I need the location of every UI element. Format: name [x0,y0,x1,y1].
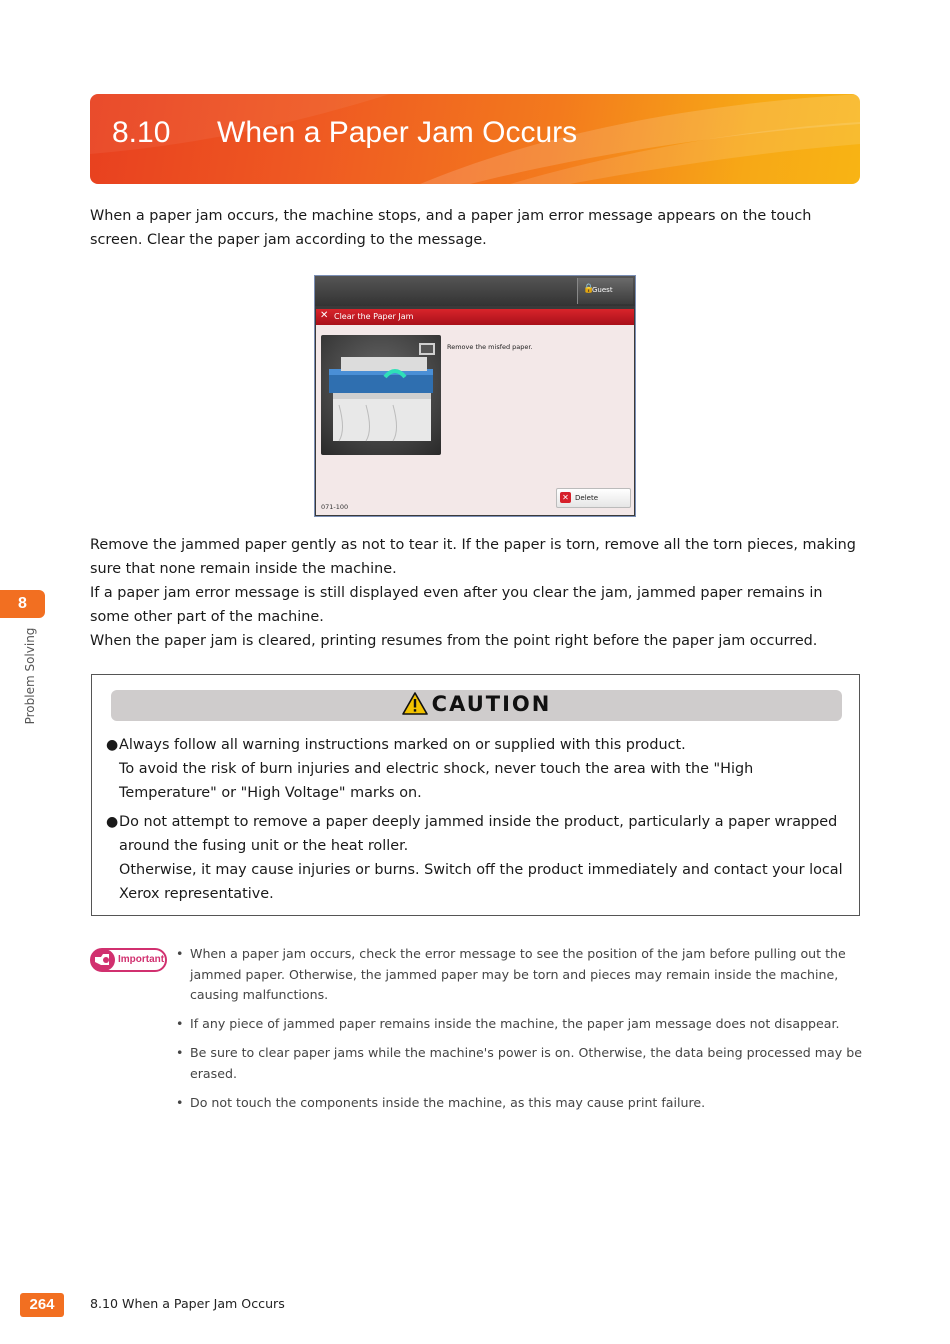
bullet-icon: ● [106,814,119,830]
footer-title: 8.10 When a Paper Jam Occurs [90,1296,285,1311]
chapter-tab: 8 [0,590,45,618]
important-item [175,1093,865,1114]
caution-header [111,690,842,721]
caution-item [106,733,846,805]
bullet-icon: ● [106,737,119,753]
error-code: 071-100 [321,503,349,511]
caution-box [91,674,860,916]
caution-text: Always follow all warning instructions marked on or supplied with this product. [119,737,686,753]
page-number: 264 [20,1293,64,1317]
bullet-icon: • [176,1045,184,1060]
caution-text: To avoid the risk of burn injuries and electric shock, never touch the area with the "High Temperature" or "High Voltage" marks on. [119,761,754,801]
close-icon: ✕ [320,310,329,321]
intro-text: When a paper jam occurs, the machine stops, and a paper jam error message appears on the touch screen. Clear the paper jam according to the message. [90,208,812,248]
caution-text: Otherwise, it may cause injuries or burns. Switch off the product immediately and contact your local Xerox representative. [119,862,843,902]
screen-message: Remove the misfed paper. [447,343,533,351]
important-item [175,1043,865,1084]
important-list [175,944,865,1122]
important-text: Do not touch the components inside the machine, as this may cause print failure. [190,1094,706,1110]
guest-label: Guest [592,286,613,294]
section-number: 8.10 [112,116,171,149]
important-text: If any piece of jammed paper remains inside the machine, the paper jam message does not disappear. [190,1016,840,1031]
dialog-title-bar [316,309,634,325]
dialog-title: Clear the Paper Jam [334,312,414,321]
important-text: When a paper jam occurs, check the error message to see the position of the jam before pulling out the jammed paper. Otherwise, the jammed paper may be torn and pieces may remain inside the machine, causing malfunctions. [190,946,846,1002]
hand-icon [91,949,115,971]
intro-paragraph [90,204,860,252]
body-paragraph: If a paper jam error message is still displayed even after you clear the jam, jammed paper remains in some other part of the machine. [90,585,823,625]
delete-icon: ✕ [560,492,571,503]
chapter-name: Problem Solving [23,627,37,725]
bullet-icon: • [176,946,184,961]
body-paragraph: When the paper jam is cleared, printing resumes from the point right before the paper jam occurred. [90,633,818,649]
body-paragraphs [90,533,860,653]
bullet-icon: • [176,1094,184,1110]
section-title: When a Paper Jam Occurs [217,116,578,149]
bullet-icon: • [176,1016,184,1031]
section-header-banner [90,94,860,184]
delete-label: Delete [575,494,598,502]
important-badge [90,948,167,972]
caution-item [106,810,846,906]
important-item [175,1014,865,1035]
machine-image [321,335,441,455]
touch-screen-illustration [314,275,636,517]
caution-title-row [111,692,842,716]
important-icon [91,949,115,971]
dialog-body [316,325,634,515]
printer-illustration [321,335,441,455]
important-text: Be sure to clear paper jams while the machine's power is on. Otherwise, the data being processed may be erased. [190,1045,862,1081]
screen-top-bar [315,276,635,306]
important-label: Important [118,954,165,965]
warning-triangle-icon [402,692,428,715]
important-item [175,944,865,1006]
caution-title: CAUTION [431,692,552,716]
delete-button[interactable] [556,488,631,508]
caution-list [106,733,846,911]
lock-icon: 🔒 [583,284,595,294]
caution-text: Do not attempt to remove a paper deeply jammed inside the product, particularly a paper wrapped around the fusing unit or the heat roller. [119,814,838,854]
guest-user-button[interactable] [577,278,633,304]
body-paragraph: Remove the jammed paper gently as not to tear it. If the paper is torn, remove all the torn pieces, making sure that none remain inside the machine. [90,537,856,577]
